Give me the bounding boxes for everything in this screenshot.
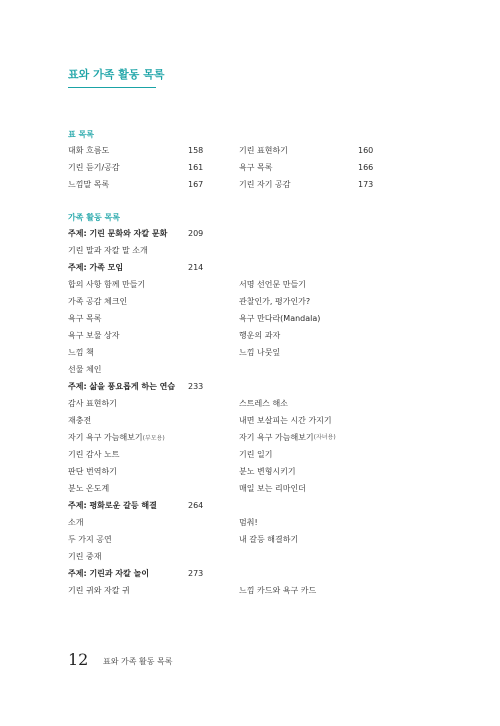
activity-title: 서명 선언문 만들기: [239, 280, 306, 289]
activity-title: 자기 욕구 가늠해보기 (자녀용): [239, 430, 314, 446]
activity-title: 가족 공감 체크인: [68, 297, 128, 306]
activity-theme-row: [68, 379, 388, 395]
activity-row: [68, 430, 388, 446]
activity-title: 분노 온도계: [68, 484, 110, 493]
activity-title: 기린 말과 자칼 말 소개: [68, 246, 148, 255]
theme-title: 주제: 기린과 자칼 놀이: [68, 569, 150, 578]
activity-title: 관찰인가, 평가인가?: [239, 297, 311, 306]
activity-row: [68, 362, 388, 378]
activity-title: 기린 중재: [68, 552, 102, 561]
activity-title: 느낌 카드와 욕구 카드: [239, 586, 317, 595]
activity-title: 분노 변형시키기: [239, 467, 296, 476]
activity-title: 멈춰!: [239, 518, 258, 527]
table-list-row: [68, 143, 388, 159]
entry-title: 느낌말 목록: [68, 180, 110, 189]
activity-row: [68, 481, 388, 497]
entry-page: 160: [358, 146, 374, 155]
activity-title: 욕구 보물 상자: [68, 331, 120, 340]
theme-title: 주제: 평화로운 갈등 해결: [68, 501, 157, 510]
activity-row: [68, 294, 388, 310]
activity-title: 선물 체인: [68, 365, 102, 374]
activity-row: [68, 515, 388, 531]
entry-page: 214: [188, 263, 204, 272]
activity-title: 스트레스 해소: [239, 399, 288, 408]
activity-row: [68, 532, 388, 548]
activity-row: [68, 447, 388, 463]
activity-theme-row: [68, 226, 388, 242]
entry-page: 166: [358, 163, 374, 172]
activity-theme-row: [68, 566, 388, 582]
entry-title: 기린 듣기/공감: [68, 163, 120, 172]
entry-page: 167: [188, 180, 204, 189]
activity-theme-row: [68, 260, 388, 276]
activity-title: 자기 욕구 가늠해보기(부모용): [68, 433, 165, 442]
entry-title: 욕구 목록: [239, 163, 273, 172]
activity-row: [68, 311, 388, 327]
page-number: 12: [68, 650, 89, 669]
running-title: 표와 가족 활동 목록: [103, 657, 173, 666]
activity-note: (자녀용): [313, 434, 336, 441]
entry-page: 273: [188, 569, 204, 578]
activity-title: 판단 번역하기: [68, 467, 117, 476]
activity-title: 소개: [68, 518, 84, 527]
activity-row: [68, 328, 388, 344]
activity-row: [68, 583, 388, 599]
entry-title: 대화 흐름도: [68, 146, 110, 155]
entry-page: 264: [188, 501, 204, 510]
entry-page: 158: [188, 146, 204, 155]
entry-page: 209: [188, 229, 204, 238]
activity-title: 두 가지 공연: [68, 535, 112, 544]
activities-heading: 가족 활동 목록: [68, 213, 120, 222]
entry-title: 기린 표현하기: [239, 146, 288, 155]
activity-title: 재충전: [68, 416, 92, 425]
entry-page: 233: [188, 382, 204, 391]
tables-heading: 표 목록: [68, 130, 94, 139]
table-list-row: [68, 177, 388, 193]
activity-row: [68, 549, 388, 565]
activity-row: [68, 277, 388, 293]
activity-row: [68, 413, 388, 429]
activity-title: 내 갈등 해결하기: [239, 535, 299, 544]
activity-row: [68, 464, 388, 480]
activity-title: 내면 보살피는 시간 가지기: [239, 416, 332, 425]
activity-theme-row: [68, 498, 388, 514]
activity-title: 감사 표현하기: [68, 399, 117, 408]
activity-note: (부모용): [142, 435, 165, 442]
activity-title: 욕구 목록: [68, 314, 102, 323]
activity-title: 기린 일기: [239, 450, 273, 459]
activity-row: [68, 345, 388, 361]
page-title: 표와 가족 활동 목록: [68, 66, 156, 88]
theme-title: 주제: 가족 모임: [68, 263, 124, 272]
activity-title: 욕구 만다라(Mandala): [239, 314, 321, 323]
entry-page: 161: [188, 163, 204, 172]
theme-title: 주제: 삶을 풍요롭게 하는 연습: [68, 382, 176, 391]
activity-title: 기린 귀와 자칼 귀: [68, 586, 130, 595]
activity-row: [68, 396, 388, 412]
activity-row: [68, 243, 388, 259]
table-list-row: [68, 160, 388, 176]
activity-title: 기린 감사 노트: [68, 450, 120, 459]
activity-title: 매일 보는 리마인더: [239, 484, 306, 493]
activity-title: 느낌 책: [68, 348, 94, 357]
theme-title: 주제: 기린 문화와 자칼 문화: [68, 229, 168, 238]
activity-title: 행운의 과자: [239, 331, 281, 340]
entry-page: 173: [358, 180, 374, 189]
activity-title: 합의 사항 함께 만들기: [68, 280, 146, 289]
activity-title: 느낌 나뭇잎: [239, 348, 281, 357]
entry-title: 기린 자기 공감: [239, 180, 291, 189]
